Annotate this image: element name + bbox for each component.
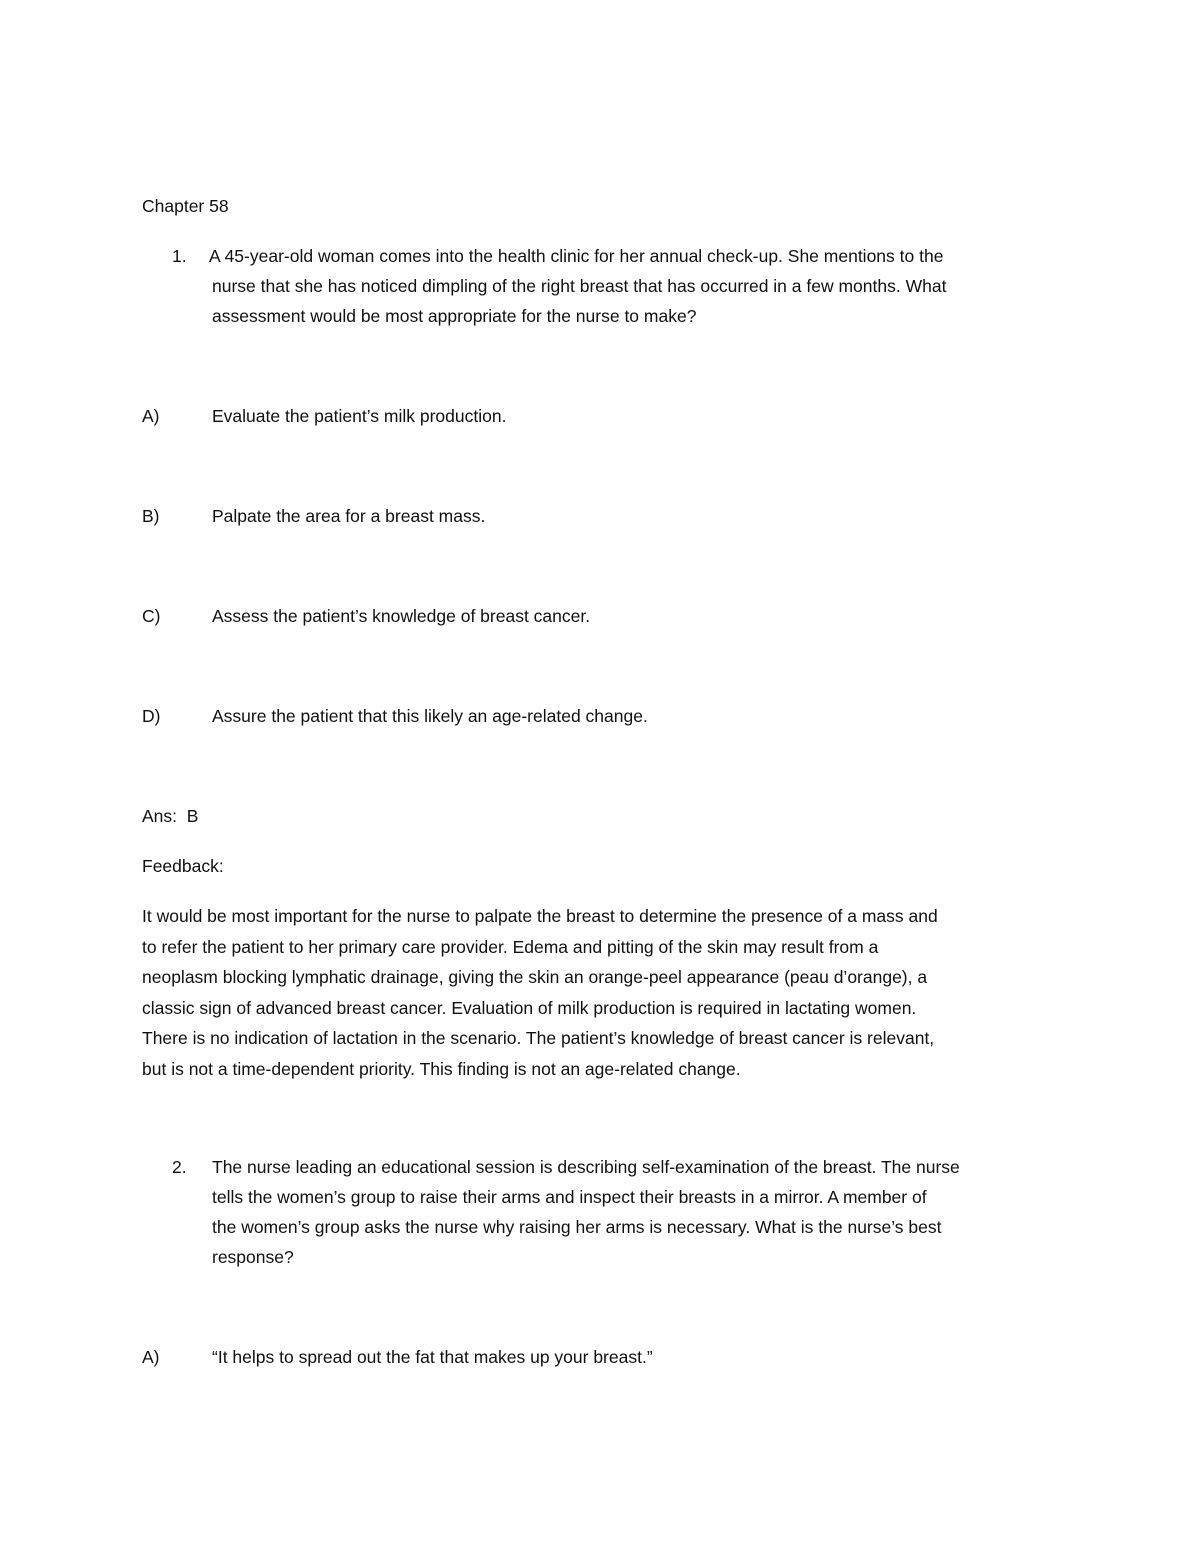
question-number: 2.	[172, 1157, 187, 1177]
option-letter: A)	[142, 1347, 160, 1367]
chapter-heading: Chapter 58	[142, 196, 229, 216]
question-stem-line: tells the women’s group to raise their arms and inspect their breasts in a mirror. A member of	[212, 1187, 927, 1207]
question-stem-line: The nurse leading an educational session is describing self-examination of the breast. The nurse	[212, 1157, 960, 1177]
question-stem-line: assessment would be most appropriate for the nurse to make?	[212, 306, 697, 326]
feedback-line: There is no indication of lactation in the scenario. The patient’s knowledge of breast cancer is relevant,	[142, 1028, 935, 1048]
option-text: Palpate the area for a breast mass.	[212, 506, 486, 526]
question-stem-line: response?	[212, 1247, 294, 1267]
question-stem-line: the women’s group asks the nurse why raising her arms is necessary. What is the nurse’s best	[212, 1217, 942, 1237]
feedback-line: classic sign of advanced breast cancer. Evaluation of milk production is required in lactating women.	[142, 997, 917, 1018]
option-letter: C)	[142, 606, 161, 626]
feedback-line: neoplasm blocking lymphatic drainage, giving the skin an orange-peel appearance (peau d’orange), a	[142, 967, 928, 987]
question-stem-line: nurse that she has noticed dimpling of the right breast that has occurred in a few months. What	[212, 276, 947, 296]
answer-line: Ans: B	[142, 806, 199, 826]
feedback-line: but is not a time-dependent priority. This finding is not an age-related change.	[142, 1058, 741, 1079]
question-number: 1.	[172, 246, 187, 266]
feedback-line: to refer the patient to her primary care provider. Edema and pitting of the skin may result from a	[142, 936, 879, 957]
option-text: Assure the patient that this likely an age-related change.	[212, 706, 648, 726]
option-letter: B)	[142, 506, 160, 526]
option-text: Evaluate the patient’s milk production.	[212, 406, 507, 426]
question-stem-line: A 45-year-old woman comes into the health clinic for her annual check-up. She mentions to the	[209, 246, 944, 266]
feedback-line: It would be most important for the nurse to palpate the breast to determine the presence of a mass and	[142, 906, 938, 926]
option-text: “It helps to spread out the fat that makes up your breast.”	[212, 1347, 653, 1367]
option-letter: D)	[142, 706, 161, 726]
option-letter: A)	[142, 406, 160, 426]
feedback-label: Feedback:	[142, 856, 224, 876]
option-text: Assess the patient’s knowledge of breast cancer.	[212, 606, 591, 626]
feedback-paragraph	[142, 901, 1062, 1084]
